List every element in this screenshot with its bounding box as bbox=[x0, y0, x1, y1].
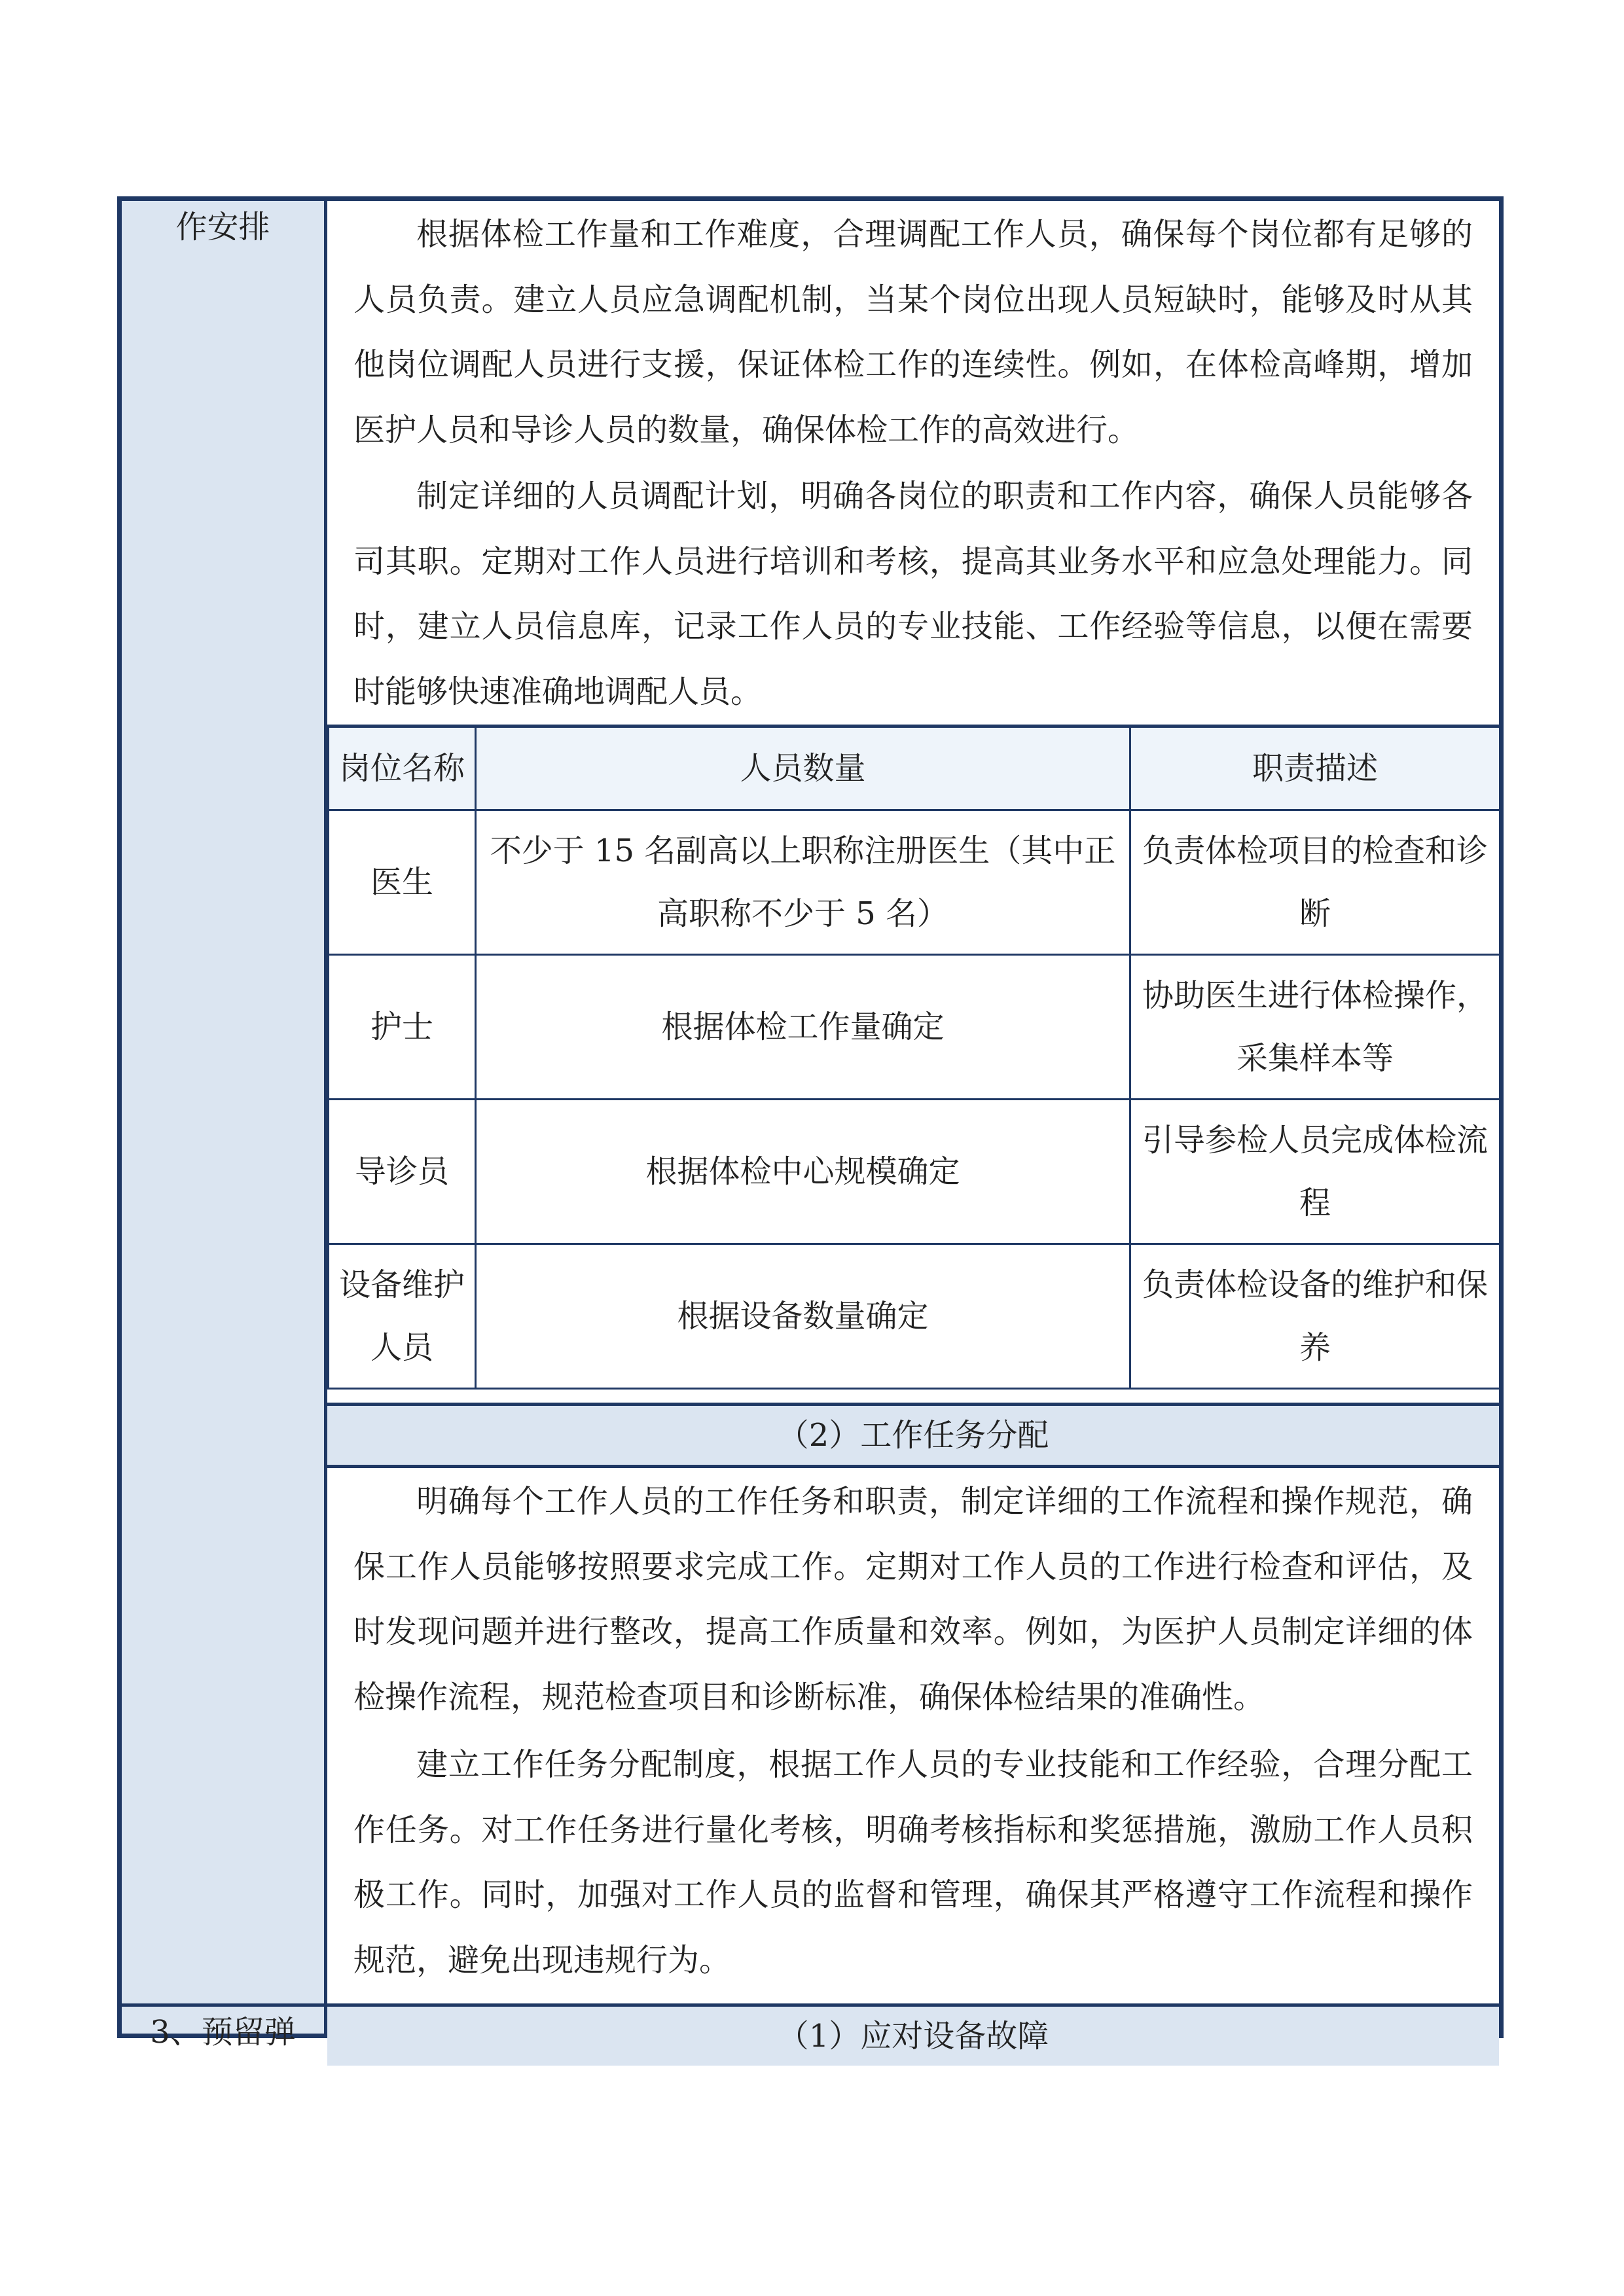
duty-cell: 引导参检人员完成体检流程 bbox=[1130, 1100, 1500, 1244]
category-label-reserve: 3、预留弹 bbox=[150, 2014, 296, 2051]
position-cell: 护士 bbox=[329, 955, 476, 1100]
left-category-column bbox=[122, 201, 327, 2051]
count-cell: 根据设备数量确定 bbox=[476, 1244, 1130, 1389]
header-count: 人员数量 bbox=[476, 727, 1130, 810]
header-position: 岗位名称 bbox=[329, 727, 476, 810]
allocation-paragraph-1: 根据体检工作量和工作难度，合理调配工作人员，确保每个岗位都有足够的人员负责。建立人员应急调配机制，当某个岗位出现人员短缺时，能够及时从其他岗位调配人员进行支援，保证体检工作的连续性。例如，在体检高峰期，增加医护人员和导诊人员的数量，确保体检工作的高效进行。 bbox=[353, 216, 1473, 448]
count-cell: 不少于 15 名副高以上职称注册医生（其中正高职称不少于 5 名） bbox=[476, 810, 1130, 955]
table-row bbox=[329, 955, 1500, 1100]
task-paragraph-2: 建立工作任务分配制度，根据工作人员的专业技能和工作经验，合理分配工作任务。对工作任务进行量化考核，明确考核指标和奖惩措施，激励工作人员积极工作。同时，加强对工作人员的监督和管理，确保其严格遵守工作流程和操作规范，避免出现违规行为。 bbox=[353, 1746, 1473, 1979]
category-divider bbox=[122, 2003, 324, 2007]
table-row bbox=[329, 1100, 1500, 1244]
table-row bbox=[329, 810, 1500, 955]
count-cell: 根据体检工作量确定 bbox=[476, 955, 1130, 1100]
staff-table-header-row bbox=[329, 727, 1500, 810]
section-heading-equipment-failure: （1）应对设备故障 bbox=[327, 2007, 1499, 2066]
staff-table bbox=[327, 726, 1501, 1390]
document-table-frame bbox=[117, 196, 1504, 2054]
header-duty: 职责描述 bbox=[1130, 727, 1500, 810]
count-cell: 根据体检中心规模确定 bbox=[476, 1100, 1130, 1244]
table-row bbox=[329, 1244, 1500, 1389]
duty-cell: 协助医生进行体检操作，采集样本等 bbox=[1130, 955, 1500, 1100]
section-heading-task-assignment: （2）工作任务分配 bbox=[327, 1406, 1499, 1465]
duty-cell: 负责体检项目的检查和诊断 bbox=[1130, 810, 1500, 955]
category-label-work-arrangement: 作安排 bbox=[175, 209, 270, 245]
duty-cell: 负责体检设备的维护和保养 bbox=[1130, 1244, 1500, 1389]
allocation-paragraph-2: 制定详细的人员调配计划，明确各岗位的职责和工作内容，确保人员能够各司其职。定期对工作人员进行培训和考核，提高其业务水平和应急处理能力。同时，建立人员信息库，记录工作人员的专业技能、工作经验等信息，以便在需要时能够快速准确地调配人员。 bbox=[353, 478, 1473, 710]
task-paragraph-1: 明确每个工作人员的工作任务和职责，制定详细的工作流程和操作规范，确保工作人员能够按照要求完成工作。定期对工作人员的工作进行检查和评估，及时发现问题并进行整改，提高工作质量和效率。例如，为医护人员制定详细的体检操作流程，规范检查项目和诊断标准，确保体检结果的准确性。 bbox=[353, 1483, 1473, 1715]
content-column bbox=[327, 201, 1499, 2054]
divider bbox=[327, 1465, 1499, 1468]
position-cell: 导诊员 bbox=[329, 1100, 476, 1244]
position-cell: 设备维护人员 bbox=[329, 1244, 476, 1389]
position-cell: 医生 bbox=[329, 810, 476, 955]
